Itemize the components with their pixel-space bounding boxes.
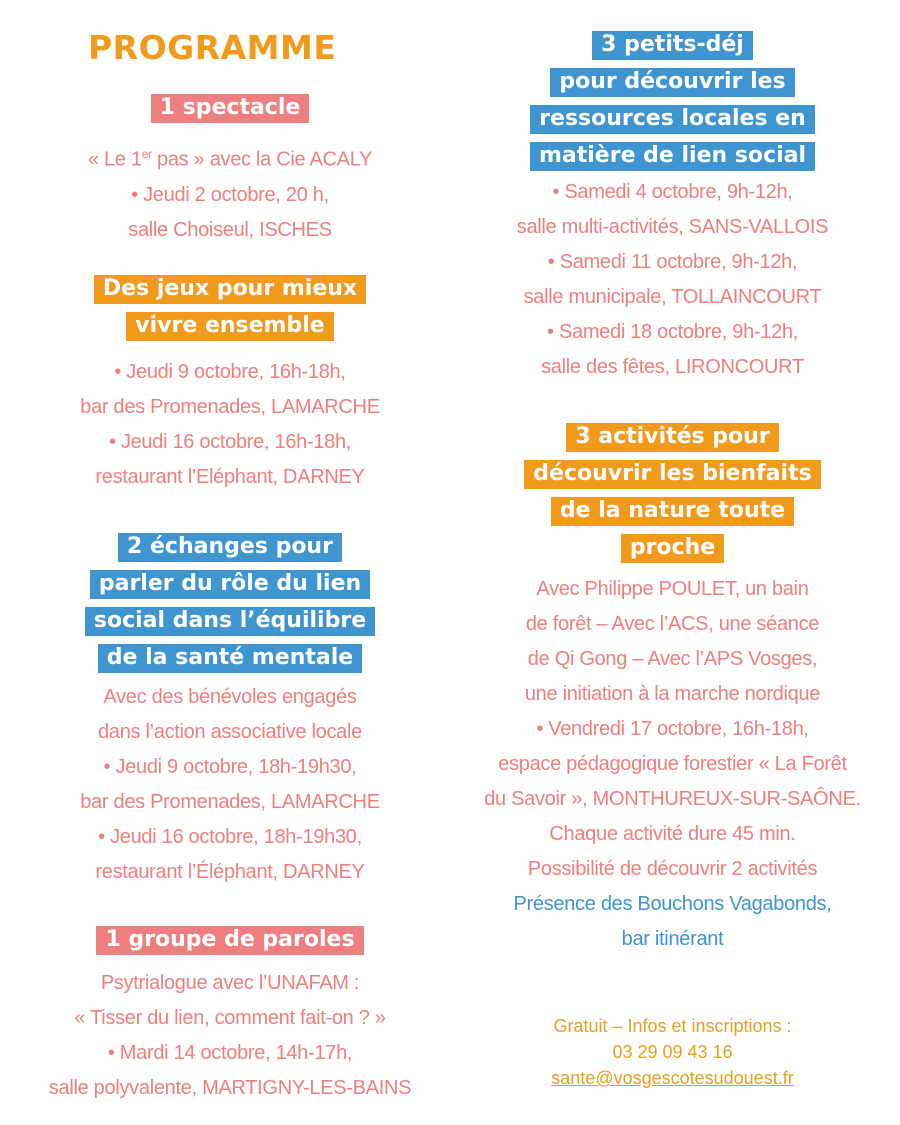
activites-heading [455,418,890,566]
petitsdej-heading-line-2: pour découvrir les [559,69,786,94]
jeux-heading-line-1: Des jeux pour mieux [102,276,358,301]
jeux-heading-text [94,275,366,341]
petitsdej-details [455,175,890,385]
activites-line-9: Possibilité de découvrir 2 activités [527,858,818,880]
activites-blue-line-1: Présence des Bouchons Vagabonds, [513,893,832,915]
activites-line-1: Avec Philippe POULET, un bain [536,578,809,600]
echanges-line-1: Avec des bénévoles engagés [103,686,357,708]
petitsdej-line-5: • Samedi 18 octobre, 9h-12h, [547,321,798,343]
echanges-line-3: • Jeudi 9 octobre, 18h-19h30, [103,756,357,778]
echanges-heading-line-2: parler du rôle du lien [98,571,362,596]
activites-line-5: • Vendredi 17 octobre, 16h-18h, [536,718,809,740]
petitsdej-heading-line-4: matière de lien social [538,143,806,168]
activites-line-8: Chaque activité dure 45 min. [549,823,796,845]
activites-line-3: de Qi Gong – Avec l’APS Vosges, [527,648,818,670]
petitsdej-line-3: • Samedi 11 octobre, 9h-12h, [547,251,798,273]
spectacle-details [10,137,450,248]
spectacle-line-1-sup: er [141,147,152,161]
echanges-details [10,680,450,890]
petitsdej-line-2: salle multi-activités, SANS-VALLOIS [516,216,829,238]
activites-details [455,572,890,957]
spectacle-line-1 [10,137,450,178]
jeux-line-4: restaurant l’Eléphant, DARNEY [95,466,365,488]
activites-line-7: du Savoir », MONTHUREUX-SUR-SAÔNE. [484,788,861,810]
spectacle-heading [10,89,450,126]
petitsdej-heading [455,26,890,174]
activites-blue-line-2: bar itinérant [621,928,724,950]
echanges-line-5: • Jeudi 16 octobre, 18h-19h30, [98,826,362,848]
activites-heading-text [524,423,820,563]
jeux-line-2: bar des Promenades, LAMARCHE [80,396,380,418]
petitsdej-heading-line-3: ressources locales en [539,106,806,131]
echanges-heading-text [85,533,375,673]
petitsdej-line-1: • Samedi 4 octobre, 9h-12h, [552,181,793,203]
activites-line-6: espace pédagogique forestier « La Forêt [498,753,847,775]
groupe-line-3: • Mardi 14 octobre, 14h-17h, [107,1042,353,1064]
contact-info-line: Gratuit – Infos et inscriptions : [553,1016,792,1036]
echanges-line-4: bar des Promenades, LAMARCHE [80,791,380,813]
spectacle-line-1-post: pas » avec la Cie ACALY [151,148,373,171]
spectacle-line-1-pre: « Le 1 [87,148,142,171]
activites-heading-line-1: 3 activités pour [575,424,770,449]
groupe-details [10,966,450,1106]
contact-email-link[interactable]: sante@vosgescotesudouest.fr [551,1068,794,1088]
page-title: PROGRAMME [88,28,337,67]
activites-heading-line-2: découvrir les bienfaits [533,461,812,486]
jeux-line-3: • Jeudi 16 octobre, 16h-18h, [108,431,352,453]
groupe-line-2: « Tisser du lien, comment fait-on ? » [74,1007,386,1029]
jeux-line-1: • Jeudi 9 octobre, 16h-18h, [114,361,346,383]
echanges-line-6: restaurant l’Éléphant, DARNEY [95,861,365,883]
echanges-heading-line-4: de la santé mentale [106,645,354,670]
echanges-heading-line-1: 2 échanges pour [127,534,333,559]
echanges-heading-line-3: social dans l’équilibre [93,608,367,633]
contact-phone: 03 29 09 43 16 [612,1042,733,1062]
activites-heading-line-3: de la nature toute [559,498,786,523]
activites-line-4: une initiation à la marche nordique [524,683,821,705]
petitsdej-line-6: salle des fêtes, LIRONCOURT [541,356,804,378]
jeux-details [10,355,450,495]
groupe-heading-text: 1 groupe de paroles [96,926,363,955]
groupe-heading [10,921,450,958]
jeux-heading-line-2: vivre ensemble [135,313,325,338]
spectacle-line-3: salle Choiseul, ISCHES [128,218,332,241]
spectacle-line-2: • Jeudi 2 octobre, 20 h, [131,183,329,206]
petitsdej-line-4: salle municipale, TOLLAINCOURT [523,286,822,308]
echanges-heading [10,528,450,676]
contact-block [455,1013,890,1091]
groupe-line-4: salle polyvalente, MARTIGNY-LES-BAINS [48,1077,412,1099]
petitsdej-heading-line-1: 3 petits-déj [601,32,744,57]
groupe-line-1: Psytrialogue avec l’UNAFAM : [100,972,360,994]
jeux-heading [10,270,450,344]
echanges-line-2: dans l’action associative locale [98,721,362,743]
activites-line-2: de forêt – Avec l’ACS, une séance [525,613,820,635]
petitsdej-heading-text [530,31,815,171]
spectacle-heading-text: 1 spectacle [151,94,310,123]
activites-heading-line-4: proche [629,535,716,560]
